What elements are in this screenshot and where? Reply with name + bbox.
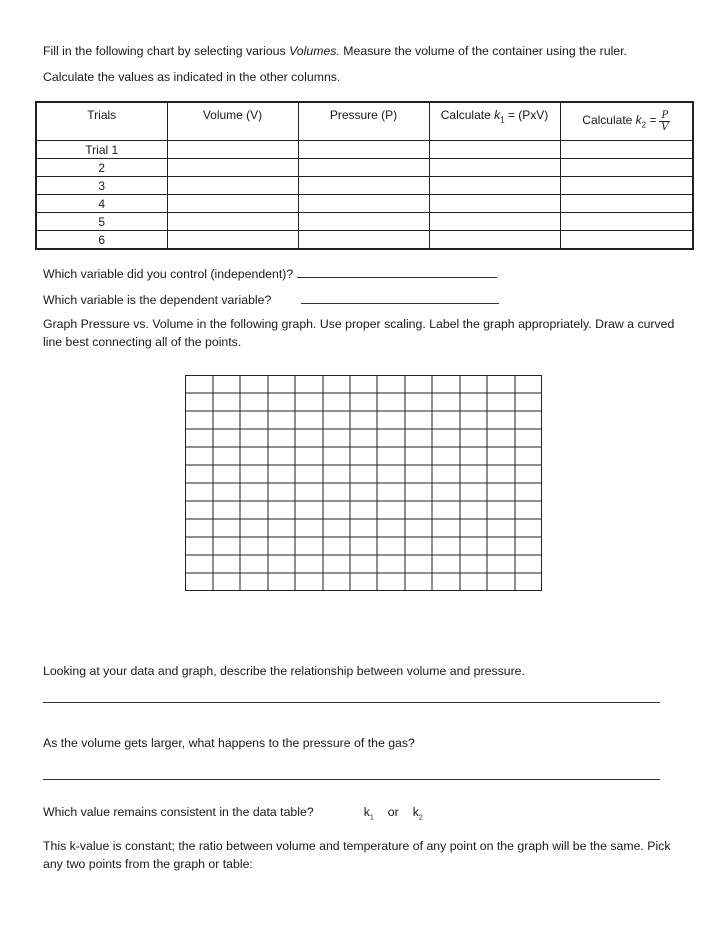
trial-label: 6	[36, 231, 167, 250]
header-volume: Volume (V)	[167, 102, 298, 141]
k1-cell[interactable]	[429, 159, 560, 177]
independent-answer-line[interactable]	[297, 265, 497, 278]
volume-cell[interactable]	[167, 159, 298, 177]
volume-cell[interactable]	[167, 177, 298, 195]
trial-label: 2	[36, 159, 167, 177]
pressure-cell[interactable]	[298, 213, 429, 231]
table-row	[36, 159, 693, 177]
trial-label: 5	[36, 213, 167, 231]
k1-cell[interactable]	[429, 231, 560, 250]
option-or: or	[387, 805, 399, 819]
table-row	[36, 195, 693, 213]
trial-label: 3	[36, 177, 167, 195]
k2-cell[interactable]	[560, 159, 693, 177]
header-pressure: Pressure (P)	[298, 102, 429, 141]
graph-instructions: Graph Pressure vs. Volume in the following graph. Use proper scaling. Label the graph appropriately. Draw a curved line best connecting all of the points.	[43, 317, 675, 349]
volume-answer-line[interactable]	[43, 779, 660, 780]
header-k2: Calculate $k_2$ = $\frac{P}{V}$	[560, 102, 693, 141]
k2-cell[interactable]	[560, 213, 693, 231]
k2-cell[interactable]	[560, 231, 693, 250]
volume-cell[interactable]	[167, 213, 298, 231]
pressure-cell[interactable]	[298, 159, 429, 177]
option-k2[interactable]: $k_2$	[412, 805, 423, 822]
independent-question: Which variable did you control (independent)?	[43, 265, 497, 281]
dependent-question: Which variable is the dependent variable?	[43, 291, 499, 307]
header-k1: Calculate $k_1 = (PxV)$	[429, 102, 560, 141]
pressure-cell[interactable]	[298, 141, 429, 159]
table-row	[36, 177, 693, 195]
k1-cell[interactable]	[429, 141, 560, 159]
kvalue-statement: This k-value is constant; the ratio between volume and temperature of any point on the graph will be the same. Pick any two points from the graph or table:	[43, 839, 671, 871]
k2-cell[interactable]	[560, 141, 693, 159]
dependent-answer-line[interactable]	[301, 291, 499, 304]
header-trials: Trials	[36, 102, 167, 141]
pressure-cell[interactable]	[298, 177, 429, 195]
graph-grid[interactable]	[185, 375, 542, 591]
instructions-line-1: Fill in the following chart by selecting various Volumes. Measure the volume of the container using the ruler.	[43, 44, 627, 58]
k1-cell[interactable]	[429, 213, 560, 231]
table-header-row	[36, 102, 693, 141]
k2-cell[interactable]	[560, 195, 693, 213]
volume-cell[interactable]	[167, 141, 298, 159]
instructions-line-2: Calculate the values as indicated in the other columns.	[43, 70, 341, 84]
k2-cell[interactable]	[560, 177, 693, 195]
option-k1[interactable]: $k_1$	[363, 805, 374, 822]
table-row	[36, 141, 693, 159]
relationship-answer-line[interactable]	[43, 702, 660, 703]
volume-larger-question: As the volume gets larger, what happens to the pressure of the gas?	[43, 736, 415, 750]
volume-cell[interactable]	[167, 195, 298, 213]
relationship-question: Looking at your data and graph, describe the relationship between volume and pressure.	[43, 664, 525, 678]
k1-cell[interactable]	[429, 177, 560, 195]
p-over-v-fraction: $\frac{P}{V}$	[661, 110, 669, 133]
pressure-cell[interactable]	[298, 195, 429, 213]
volume-cell[interactable]	[167, 231, 298, 250]
table-row	[36, 213, 693, 231]
data-table	[35, 101, 694, 250]
consistent-question: Which value remains consistent in the data table? $k_1$ or $k_2$	[43, 805, 423, 822]
k1-cell[interactable]	[429, 195, 560, 213]
table-row	[36, 231, 693, 250]
trial-label: 4	[36, 195, 167, 213]
pressure-cell[interactable]	[298, 231, 429, 250]
trial-label: Trial 1	[36, 141, 167, 159]
